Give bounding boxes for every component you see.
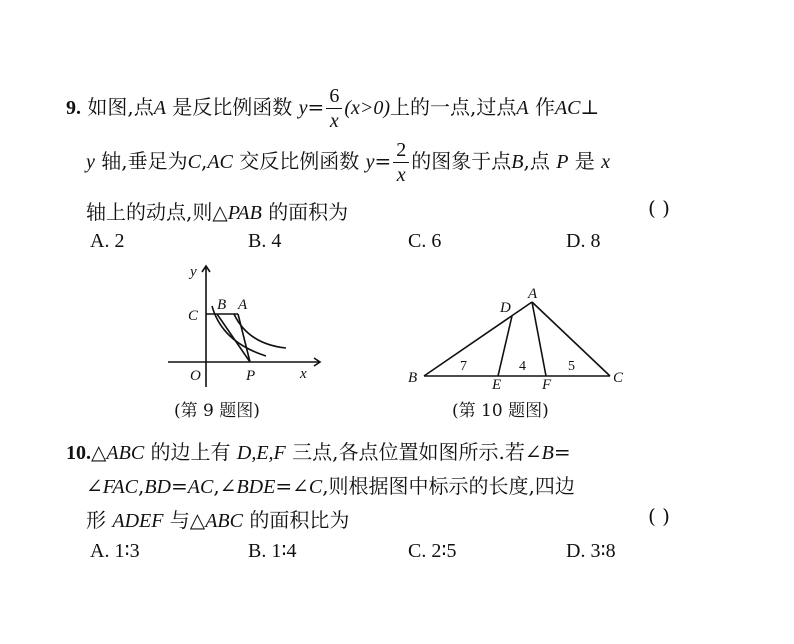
- q10-equals: =: [553, 440, 571, 464]
- segment-ab: [424, 302, 532, 376]
- segment-de: [498, 316, 512, 376]
- q10-var: AC: [187, 476, 214, 498]
- q9-var: B: [511, 151, 524, 173]
- label-a: A: [528, 286, 538, 302]
- q10-equals: =: [171, 474, 188, 498]
- q10-var: FAC: [102, 476, 138, 498]
- q10-option-d[interactable]: D. 3∶8: [566, 540, 616, 562]
- q9-text: ,点: [523, 149, 550, 173]
- perpendicular-symbol: ⊥: [580, 95, 600, 119]
- label-b: B: [217, 297, 227, 313]
- q10-line-1: [66, 436, 571, 465]
- label-c: C: [613, 370, 624, 386]
- q10-text: ∠: [86, 474, 103, 498]
- q10-var: ADEF: [112, 510, 164, 532]
- q9-fraction-2-over-x: [393, 140, 409, 185]
- fraction-denominator: x: [329, 110, 339, 132]
- q9-text: 的面积为: [268, 200, 349, 224]
- length-label-fc: 5: [568, 359, 575, 374]
- label-e: E: [492, 377, 502, 392]
- q9-var: x: [601, 151, 611, 173]
- fraction-denominator: x: [396, 164, 406, 186]
- q9-var: AC: [554, 97, 581, 119]
- q9-var: A: [516, 97, 529, 119]
- q9-option-d[interactable]: D. 8: [566, 230, 601, 252]
- q10-text: 的面积比为: [249, 508, 350, 532]
- label-x: x: [300, 366, 307, 382]
- q10-option-b[interactable]: B. 1∶4: [248, 540, 297, 562]
- q9-var: y: [298, 97, 308, 119]
- q9-var: AC: [207, 151, 233, 173]
- q10-var: BD: [144, 476, 171, 498]
- q9-text: 交反比例函数: [239, 149, 360, 173]
- q9-condition: (x>0): [344, 97, 391, 119]
- label-o: O: [190, 368, 201, 384]
- q10-number: 10.: [66, 442, 91, 464]
- q10-text: △: [91, 440, 107, 464]
- label-d: D: [500, 300, 511, 316]
- length-label-be: 7: [460, 359, 467, 374]
- q9-text: 的图象于点: [411, 149, 512, 173]
- q10-text: ,∠: [213, 474, 237, 498]
- q9-var: P: [556, 151, 569, 173]
- segment-pa: [238, 314, 250, 362]
- q10-text: 形: [86, 508, 106, 532]
- q9-var: y: [365, 151, 375, 173]
- q9-option-b[interactable]: B. 4: [248, 230, 282, 252]
- q10-option-a[interactable]: A. 1∶3: [90, 540, 140, 562]
- q10-text: =∠: [275, 474, 309, 498]
- label-p: P: [246, 368, 256, 384]
- q9-line-2: [86, 140, 610, 185]
- q10-text: ,则根据图中标示的长度,四边: [322, 474, 575, 498]
- q9-number: 9.: [66, 97, 81, 119]
- q9-text: ,: [200, 149, 208, 173]
- q9-text: 轴上的动点,则△: [86, 200, 228, 224]
- q10-text: 三点,各点位置如图所示.若∠: [292, 440, 542, 464]
- q9-figure-caption: (第 9 题图): [174, 401, 260, 421]
- q9-var: A: [153, 97, 166, 119]
- fraction-numerator: 2: [393, 140, 409, 163]
- q9-text: 上的一点,过点: [390, 95, 517, 119]
- q9-text: 如图,点: [87, 95, 154, 119]
- q9-text: 作: [534, 95, 555, 119]
- q9-line-3: [86, 196, 348, 225]
- q10-var: ABC: [106, 442, 145, 464]
- q9-var: y: [86, 151, 95, 173]
- q9-equals: =: [374, 149, 392, 173]
- label-c: C: [188, 308, 199, 324]
- q10-figure-caption: (第 10 题图): [452, 401, 549, 421]
- q10-answer-paren[interactable]: ( ): [648, 504, 670, 528]
- label-y: y: [190, 264, 197, 280]
- fraction-numerator: 6: [326, 86, 342, 109]
- q10-var: BDE: [236, 476, 276, 498]
- q9-fraction-6-over-x: [326, 86, 342, 131]
- q10-line-2: [86, 470, 575, 499]
- q9-var: PAB: [227, 202, 262, 224]
- segment-pb: [217, 314, 250, 362]
- q10-text: 与△: [169, 508, 206, 532]
- q10-var: ABC: [205, 510, 243, 532]
- label-f: F: [542, 377, 552, 392]
- label-a: A: [238, 297, 248, 313]
- q9-answer-paren[interactable]: ( ): [648, 196, 670, 220]
- q9-line-1: [66, 86, 599, 131]
- q9-option-a[interactable]: A. 2: [90, 230, 125, 252]
- q9-equals: =: [307, 95, 325, 119]
- q9-text: 是: [574, 149, 595, 173]
- q10-var: D,E,F: [236, 442, 286, 464]
- q9-text: 是反比例函数: [172, 95, 293, 119]
- q9-figure: [160, 262, 330, 392]
- q10-option-c[interactable]: C. 2∶5: [408, 540, 457, 562]
- q10-figure: [400, 282, 640, 392]
- q10-var: B: [541, 442, 554, 464]
- length-label-ef: 4: [519, 359, 526, 374]
- q9-text: 轴,垂足为: [101, 149, 188, 173]
- q10-text: ,: [137, 474, 145, 498]
- q10-var: C: [308, 476, 323, 498]
- label-b: B: [408, 370, 418, 386]
- q9-var: C: [187, 151, 201, 173]
- q9-option-c[interactable]: C. 6: [408, 230, 442, 252]
- q10-line-3: [86, 504, 349, 533]
- q10-text: 的边上有: [150, 440, 231, 464]
